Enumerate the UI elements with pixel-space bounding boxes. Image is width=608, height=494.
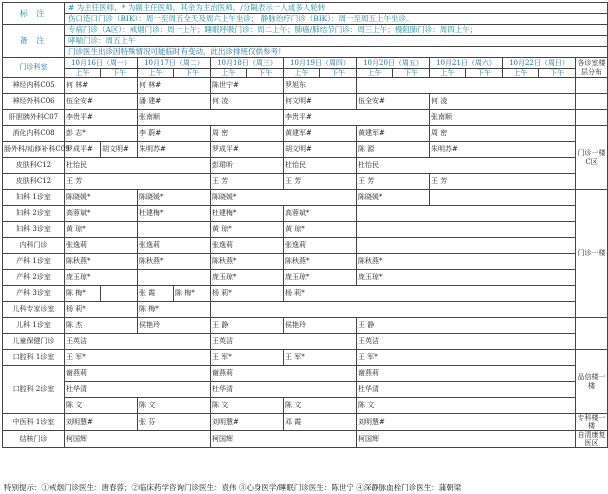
schedule-cell: 杜怡民 <box>284 158 357 174</box>
day-header: 10月17日（周二） <box>138 58 211 69</box>
schedule-cell: 李贵平# <box>284 110 430 126</box>
schedule-cell: 陈 文 <box>284 398 357 414</box>
schedule-cell: 高蓉斌* <box>284 206 357 222</box>
schedule-cell: 周 密 <box>211 126 284 142</box>
schedule-cell: 柯国辉 <box>211 431 357 448</box>
dept-name: 产科 2诊室 <box>3 270 65 286</box>
schedule-cell: 陈 梅* <box>65 286 101 302</box>
dept-name: 中医科 1诊室 <box>3 414 65 431</box>
location-cell <box>576 94 608 110</box>
schedule-cell: 张 霞 <box>138 286 174 302</box>
schedule-cell: 庞玉琼* <box>357 270 576 286</box>
dept-name: 皮肤科C12 <box>3 174 65 190</box>
schedule-cell: 陈 文 <box>211 398 284 414</box>
location-cell: 专科楼一楼 <box>576 414 608 431</box>
day-header: 10月16日（周一） <box>65 58 138 69</box>
special-note: 门诊医生出诊因特殊情况可能临时有变动，此出诊排班仅供参考！ <box>65 47 608 58</box>
schedule-cell: 周 密 <box>430 126 576 142</box>
dept-name: 消化内科C08 <box>3 126 65 142</box>
schedule-cell: 黄 琼* <box>65 222 138 238</box>
schedule-cell: 胡文明# <box>284 142 357 158</box>
schedule-cell: 何 凌 <box>211 94 284 110</box>
location-header: 各诊室楼层分布 <box>576 58 608 78</box>
dept-name: 产科 1诊室 <box>3 254 65 270</box>
schedule-cell: 胡文明# <box>101 142 138 158</box>
schedule-cell: 杜华清 <box>65 382 211 398</box>
day-header: 10月22日（周日） <box>503 58 576 69</box>
schedule-cell: 何 林# <box>65 78 138 94</box>
schedule-cell: 庞玉琼* <box>284 270 357 286</box>
schedule-cell: 侯艳玲 <box>284 318 357 334</box>
schedule-cell: 陈晓媛* <box>357 190 430 206</box>
dept-name: 儿童保健门诊 <box>3 334 65 350</box>
schedule-cell: 黄 琼* <box>284 222 357 238</box>
schedule-cell: 王英洁 <box>211 334 357 350</box>
schedule-cell: 黄 琼* <box>211 222 284 238</box>
remark-text-2: 哮喘门诊：周五上午 <box>65 36 608 47</box>
schedule-cell <box>357 238 576 254</box>
schedule-cell: 谢燕莉 <box>65 366 211 382</box>
dept-name: 产科 3诊室 <box>3 286 65 302</box>
location-cell: 门诊一楼 <box>576 190 608 318</box>
dept-name: 妇科 2诊室 <box>3 206 65 222</box>
schedule-cell: 黄建军# <box>284 126 357 142</box>
am-header: 上午 <box>430 69 466 78</box>
schedule-cell: 陈秋燕* <box>138 254 211 270</box>
schedule-cell: 王 芳 <box>430 174 576 190</box>
pm-header: 下午 <box>174 69 211 78</box>
day-header: 10月21日（周六） <box>430 58 503 69</box>
schedule-cell: 杨 莉* <box>65 302 138 318</box>
schedule-cell: 王 芳 <box>211 174 284 190</box>
schedule-cell: 朱明苏# <box>138 142 211 158</box>
pm-header: 下午 <box>466 69 503 78</box>
dept-name: 儿科 1诊室 <box>3 318 65 334</box>
location-cell: 自清康复医区 <box>576 431 608 448</box>
schedule-cell: 陈 文 <box>357 398 576 414</box>
schedule-cell: 杜华清 <box>357 382 576 398</box>
schedule-cell: 杜建梅* <box>211 206 284 222</box>
schedule-cell: 杨 莉* <box>284 286 576 302</box>
schedule-cell: 陈秋燕* <box>357 254 576 270</box>
am-header: 上午 <box>357 69 393 78</box>
day-header: 10月20日（周五） <box>357 58 430 69</box>
label-beizhu: 备 注 <box>3 25 65 58</box>
legend-text-2: 伤口造口门诊（BIK）：周一至周五全天及周六上午坐诊； 静脉治疗门诊（BIK）：周一至周五上午坐诊。 <box>65 14 608 25</box>
am-header: 上午 <box>65 69 101 78</box>
schedule-cell: 彭珺昕 <box>211 158 284 174</box>
schedule-cell: 陈 梅* <box>174 286 211 302</box>
location-cell: 品信楼一楼 <box>576 350 608 414</box>
schedule-cell: 朱明苏# <box>430 142 576 158</box>
schedule-cell: 杜怡民 <box>357 158 576 174</box>
schedule-cell <box>357 78 576 94</box>
dept-name: 神经外科C06 <box>3 94 65 110</box>
schedule-cell <box>138 222 211 238</box>
pm-header: 下午 <box>247 69 284 78</box>
schedule-cell: 王 军* <box>211 350 284 366</box>
schedule-cell: 张逸莉 <box>65 238 138 254</box>
schedule-cell: 谢燕莉 <box>357 366 576 382</box>
schedule-cell: 王英洁 <box>65 334 211 350</box>
schedule-cell: 陈 文 <box>65 398 138 414</box>
dept-name: 结核门诊 <box>3 431 65 448</box>
schedule-cell: 陈晓媛* <box>138 190 211 206</box>
schedule-cell: 罗旭东 <box>284 78 357 94</box>
schedule-cell <box>101 286 138 302</box>
schedule-cell: 陈 杰 <box>65 318 138 334</box>
dept-name: 皮肤科C12 <box>3 158 65 174</box>
schedule-cell: 王 芳 <box>357 174 430 190</box>
schedule-cell <box>211 302 576 318</box>
schedule-cell: 张逸莉 <box>284 238 357 254</box>
schedule-cell: 陈 文 <box>138 398 211 414</box>
schedule-cell: 王 军* <box>357 350 576 366</box>
day-header: 10月19日（周四） <box>284 58 357 69</box>
dept-header: 门诊科室 <box>3 58 65 78</box>
schedule-cell: 张逸莉 <box>138 238 211 254</box>
pm-header: 下午 <box>393 69 430 78</box>
dept-name: 内科门诊 <box>3 238 65 254</box>
schedule-cell <box>430 190 576 206</box>
schedule-cell <box>138 270 211 286</box>
schedule-cell: 陈秋燕* <box>211 254 284 270</box>
day-header: 10月18日（周三） <box>211 58 284 69</box>
schedule-cell: 王 静 <box>211 318 284 334</box>
schedule-cell: 王英洁 <box>357 334 576 350</box>
schedule-cell: 王 军* <box>284 350 357 366</box>
schedule-cell: 庞玉琼* <box>211 270 284 286</box>
am-header: 上午 <box>503 69 539 78</box>
schedule-cell: 张 芬 <box>138 414 211 431</box>
schedule-cell: 张南顺 <box>430 110 576 126</box>
schedule-cell: 伍全安# <box>65 94 138 110</box>
dept-name: 儿科专家诊室 <box>3 302 65 318</box>
schedule-cell: 侯艳玲 <box>138 318 211 334</box>
schedule-cell: 李 蔚# <box>138 126 211 142</box>
schedule-cell: 潘 建# <box>138 94 211 110</box>
label-biaozhu: 标 注 <box>3 3 65 25</box>
schedule-cell: 张南顺 <box>138 110 284 126</box>
schedule-cell: 何 林# <box>138 78 211 94</box>
schedule-cell: 陈世宁# <box>211 78 284 94</box>
schedule-cell: 庞玉琼* <box>65 270 138 286</box>
schedule-cell: 刘明慧# <box>357 414 576 431</box>
remark-text: 专病门诊（A区）：戒烟门诊：周一上午；睡眠呼吸门诊：周二上午；肺癌/肺结节门诊：周三上午；慢阻肺门诊：周四上午； <box>65 25 608 36</box>
schedule-cell: 李贵平# <box>65 110 138 126</box>
schedule-cell: 王 芳 <box>284 174 357 190</box>
schedule-cell <box>357 222 576 238</box>
schedule-table <box>2 2 608 448</box>
schedule-cell: 罗成平# <box>211 142 284 158</box>
dept-name: 妇科 3诊室 <box>3 222 65 238</box>
schedule-cell: 杜华清 <box>211 382 357 398</box>
pm-header: 下午 <box>539 69 576 78</box>
schedule-cell: 柯国辉 <box>65 431 211 448</box>
footer-note: 特别提示：①戒烟门诊医生：唐春蓉；②临床药学咨询门诊医生：袁伟 ③心身医学/睡眠门诊医生：陈世宁 ④深静脉血栓门诊医生：蒲朝梁 <box>4 483 462 492</box>
schedule-cell: 张逸莉 <box>211 238 284 254</box>
schedule-cell: 高蓉斌* <box>65 206 138 222</box>
schedule-cell: 彭 志* <box>65 126 138 142</box>
schedule-cell: 杜建梅* <box>138 206 211 222</box>
dept-name: 神经内科C05 <box>3 78 65 94</box>
am-header: 上午 <box>138 69 174 78</box>
legend-text: # 为主任医师，* 为副主任医师，其余为主治医师，/分隔表示一人或多人轮转 <box>65 3 608 14</box>
dept-name: 肝胆胰外科C07 <box>3 110 65 126</box>
schedule-cell: 陈晓媛* <box>65 190 138 206</box>
schedule-cell: 王 芳 <box>65 174 211 190</box>
schedule-cell: 王 军* <box>65 350 211 366</box>
schedule-cell: 王 静 <box>357 318 576 334</box>
schedule-cell: 何 凌 <box>430 94 576 110</box>
dept-name: 妇科 1诊室 <box>3 190 65 206</box>
pm-header: 下午 <box>320 69 357 78</box>
am-header: 上午 <box>284 69 320 78</box>
am-header: 上午 <box>211 69 247 78</box>
schedule-cell: 杨 莉* <box>211 286 284 302</box>
schedule-cell: 陈秋燕* <box>65 254 138 270</box>
schedule-cell: 陈晓媛* <box>211 190 357 206</box>
schedule-cell: 陈 源 <box>357 142 430 158</box>
dept-name: 肠外科/疝修补科C09 <box>3 142 65 158</box>
dept-name: 口腔科 2诊室 <box>3 366 65 414</box>
schedule-cell: 黄建军# <box>357 126 430 142</box>
location-cell <box>576 110 608 126</box>
schedule-cell: 杜怡民 <box>65 158 211 174</box>
pm-header: 下午 <box>101 69 138 78</box>
location-cell: 门诊一楼C区 <box>576 126 608 190</box>
schedule-cell: 刘明慧# <box>65 414 138 431</box>
location-cell <box>576 78 608 94</box>
dept-name: 口腔科 1诊室 <box>3 350 65 366</box>
schedule-cell: 罗成平# <box>65 142 101 158</box>
schedule-cell: 谢燕莉 <box>211 366 357 382</box>
schedule-cell: 何文明# <box>284 94 357 110</box>
schedule-cell: 陈秋燕* <box>284 254 357 270</box>
schedule-cell: 邓 霞 <box>284 414 357 431</box>
schedule-cell <box>357 206 576 222</box>
schedule-cell: 刘明慧# <box>211 414 284 431</box>
schedule-cell: 伍全安# <box>357 94 430 110</box>
schedule-cell: 陈 梅* <box>138 302 211 318</box>
schedule-cell: 柯国辉 <box>357 431 576 448</box>
